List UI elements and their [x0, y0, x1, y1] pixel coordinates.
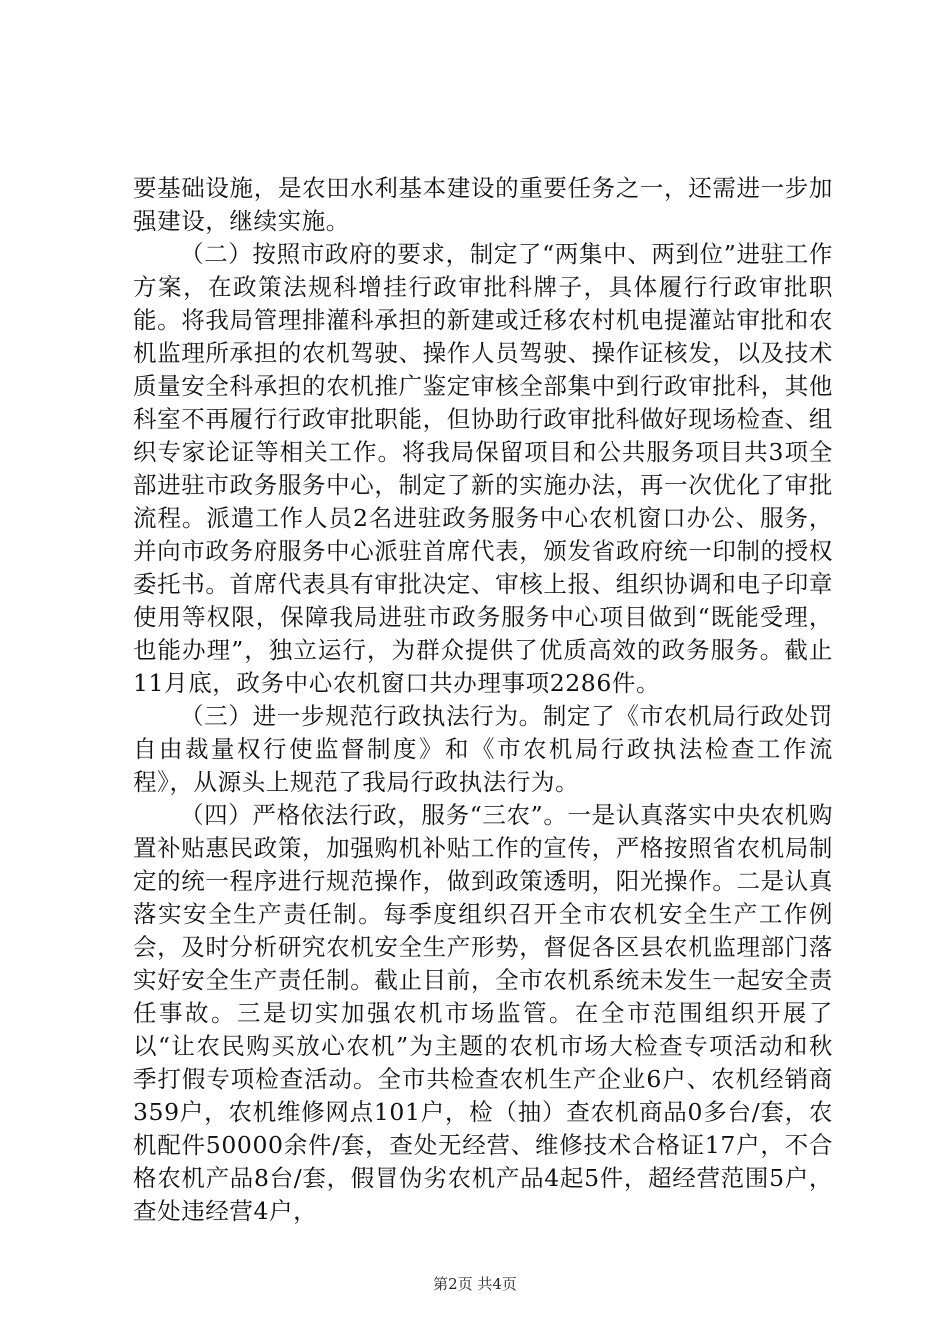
page-number: 第2页 共4页 [433, 1275, 517, 1293]
paragraph-section-4: （四）严格依法行政，服务“三农”。一是认真落实中央农机购置补贴惠民政策，加强购机补贴工作的宣传，严格按照省农机局制定的统一程序进行规范操作，做到政策透明，阳光操作。二是认真落实安全生产责任制。每季度组织召开全市农机安全生产工作例会，及时分析研究农机安全生产形势，督促各区县农机监理部门落实好安全生产责任制。截止目前，全市农机系统未发生一起安全责任事故。三是切实加强农机市场监管。在全市范围组织开展了以“让农民购买放心农机”为主题的农机市场大检查专项活动和秋季打假专项检查活动。全市共检查农机生产企业6户、农机经销商359户，农机维修网点101户，检（抽）查农机商品0多台/套，农机配件50000余件/套，查处无经营、维修技术合格证17户，不合格农机产品8台/套，假冒伪劣农机产品4起5件，超经营范围5户，查处违经营4户， [133, 801, 833, 1225]
paragraph-section-3: （三）进一步规范行政执法行为。制定了《市农机局行政处罚自由裁量权行使监督制度》和《市农机局行政执法检查工作流程》，从源头上规范了我局行政执法行为。 [133, 702, 833, 796]
page-footer [0, 1274, 950, 1294]
document-body [133, 172, 833, 1228]
paragraph-continuation: 要基础设施，是农田水利基本建设的重要任务之一，还需进一步加强建设，继续实施。 [133, 174, 833, 235]
paragraph-section-2: （二）按照市政府的要求，制定了“两集中、两到位”进驻工作方案，在政策法规科增挂行政审批科牌子，具体履行行政审批职能。将我局管理排灌科承担的新建或迁移农村机电提灌站审批和农机监理所承担的农机驾驶、操作人员驾驶、操作证核发，以及技术质量安全科承担的农机推广鉴定审核全部集中到行政审批科，其他科室不再履行行政审批职能，但协助行政审批科做好现场检查、组织专家论证等相关工作。将我局保留项目和公共服务项目共3项全部进驻市政务服务中心，制定了新的实施办法，再一次优化了审批流程。派遣工作人员2名进驻政务服务中心农机窗口办公、服务，并向市政务府服务中心派驻首席代表，颁发省政府统一印制的授权委托书。首席代表具有审批决定、审核上报、组织协调和电子印章使用等权限，保障我局进驻市政务服务中心项目做到“既能受理，也能办理”，独立运行，为群众提供了优质高效的政务服务。截止11月底，政务中心农机窗口共办理事项2286件。 [133, 240, 833, 697]
